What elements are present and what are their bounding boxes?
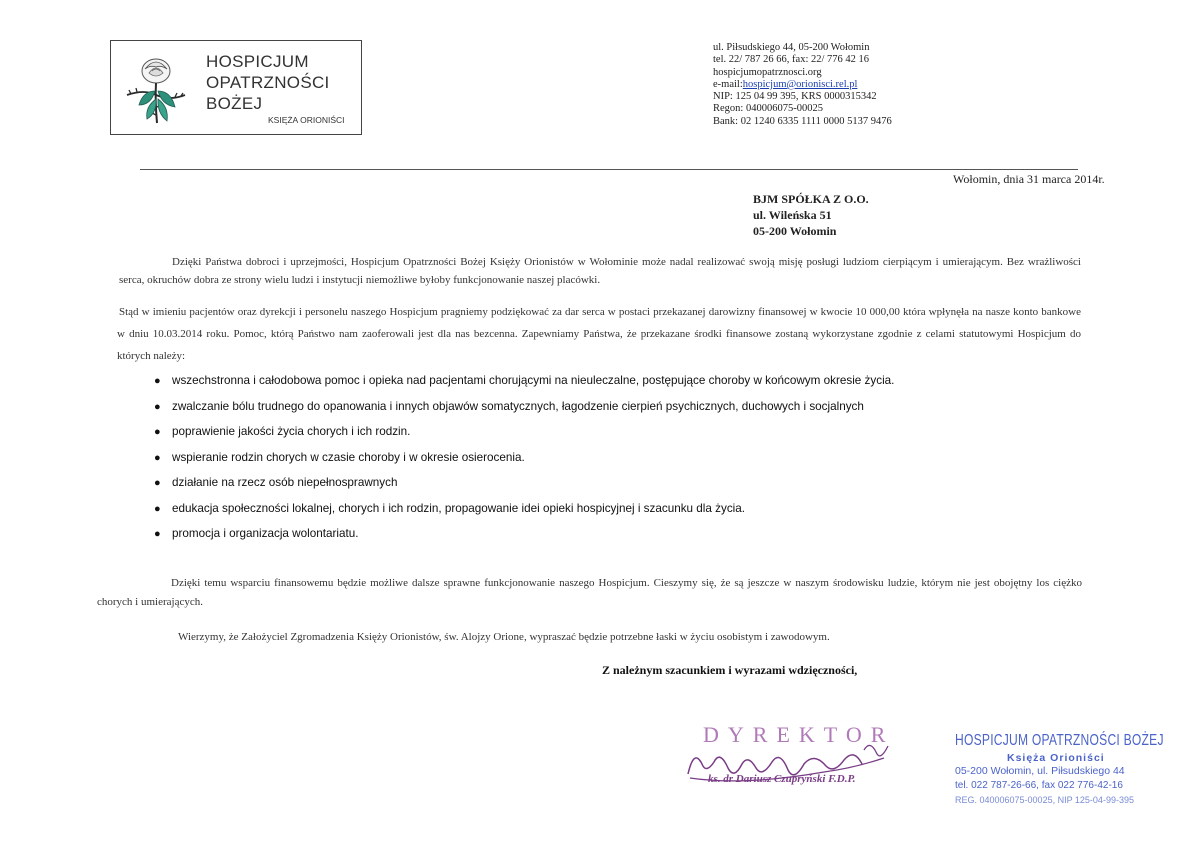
hospice-logo [110, 40, 362, 135]
logo-subtitle: KSIĘŻA ORIONIŚCI [268, 115, 345, 125]
bullet-dot-icon: ● [154, 400, 161, 413]
objective-text: działanie na rzecz osób niepełnosprawnych [172, 476, 398, 489]
recipient-city: 05-200 Wołomin [753, 224, 837, 238]
objective-text: poprawienie jakości życia chorych i ich rodzin. [172, 425, 411, 438]
contact-email-line [713, 79, 892, 91]
bullet-dot-icon: ● [154, 375, 161, 387]
logo-text-line-3: BOŻEJ [206, 94, 263, 113]
logo-text-line-1: HOSPICJUM [206, 52, 309, 71]
bullet-dot-icon: ● [154, 426, 161, 438]
recipient-address [753, 191, 869, 239]
letter-date: Wołomin, dnia 31 marca 2014r. [953, 172, 1105, 186]
list-item [128, 527, 894, 553]
bullet-dot-icon: ● [154, 502, 161, 515]
contact-block [713, 42, 892, 128]
stamp-line-1: HOSPICJUM OPATRZNOŚCI BOŻEJ [955, 732, 1164, 749]
contact-address: ul. Piłsudskiego 44, 05-200 Wołomin [713, 42, 870, 53]
email-link[interactable]: hospicjum@orionisci.rel.pl [742, 78, 858, 90]
contact-nip-krs: NIP: 125 04 99 395, KRS 0000315342 [713, 91, 877, 103]
objective-text: zwalczanie bólu trudnego do opanowania i innych objawów somatycznych, łagodzenie cierpień psychicznych, duchowych i socjalnych [172, 399, 864, 413]
list-item [128, 502, 894, 528]
institution-stamp [955, 730, 1201, 810]
objective-text: wszechstronna i całodobowa pomoc i opieka nad pacjentami chorującymi na nieuleczalne, postępujące choroby w końcowym okresie życia. [172, 374, 895, 387]
recipient-street: ul. Wileńska 51 [753, 208, 832, 222]
signature-title: DYREKTOR [703, 722, 895, 747]
body-paragraph-2: Stąd w imieniu pacjentów oraz dyrekcji i personelu naszego Hospicjum pragniemy podziękować za dar serca w postaci przekazanej darowizny finansowej w kwocie 10 000,00 która wpłynęła na nasze konto bankowe w dniu 10.03.2014 roku. Pomoc, którą Państwo nam zaoferowali jest dla nas bezcenna. Zapewniamy Państwa, że przekazane środki finansowe zostaną wykorzystane zgodnie z celami statutowymi Hospicjum do których należy: [117, 306, 1081, 362]
list-item [128, 425, 894, 451]
body-paragraph-3: Dzięki temu wsparciu finansowemu będzie możliwe dalsze sprawne funkcjonowanie naszego Hospicjum. Cieszymy się, że są jeszcze w naszym środowisku ludzie, którym nie jest obojętny los ciężko chorych i umierających. [97, 577, 1082, 608]
stamp-line-4: tel. 022 787-26-66, fax 022 776-42-16 [955, 780, 1123, 791]
email-prefix: e-mail: [713, 78, 743, 90]
stamp-line-5: REG. 040006075-00025, NIP 125-04-99-395 [955, 795, 1134, 805]
list-item [128, 400, 894, 426]
bullet-dot-icon: ● [154, 451, 161, 464]
objective-text: edukacja społeczności lokalnej, chorych i ich rodzin, propagowanie idei opieki hospicyjnej i szacunku dla życia. [172, 501, 746, 515]
contact-website: hospicjumopatrznosci.org [713, 66, 822, 78]
list-item [128, 476, 894, 502]
bullet-dot-icon: ● [154, 477, 161, 489]
objective-text: wspieranie rodzin chorych w czasie choroby i w okresie osierocenia. [172, 450, 525, 464]
stamp-line-3: 05-200 Wołomin, ul. Piłsudskiego 44 [955, 765, 1125, 777]
recipient-name: BJM SPÓŁKA Z O.O. [753, 192, 869, 206]
body-paragraph-4: Wierzymy, że Założyciel Zgromadzenia Księży Orionistów, św. Alojzy Orione, wypraszać będzie potrzebne łaski w życiu osobistym i zawodowym. [178, 631, 830, 643]
signer-name: ks. dr Dariusz Czupryński F.D.P. [708, 773, 856, 785]
objective-text: promocja i organizacja wolontariatu. [172, 527, 359, 540]
logo-text-line-2: OPATRZNOŚCI [206, 73, 330, 92]
contact-regon: Regon: 040006075-00025 [713, 103, 823, 115]
statutory-objectives-list [128, 374, 894, 553]
closing-salutation: Z należnym szacunkiem i wyrazami wdzięczności, [602, 663, 858, 677]
header-divider [140, 169, 1078, 170]
rose-logo-icon [125, 51, 187, 129]
list-item [128, 374, 894, 400]
contact-bank: Bank: 02 1240 6335 1111 0000 5137 9476 [713, 115, 892, 127]
stamp-line-2: Księża Orioniści [1007, 752, 1105, 764]
list-item [128, 451, 894, 477]
body-paragraph-1: Dzięki Państwa dobroci i uprzejmości, Hospicjum Opatrzności Bożej Księży Orionistów w Wołominie może nadal realizować swoją misję posługi ludziom cierpiącym i umierającym. Bez wrażliwości serca, okruchów dobra ze strony wielu ludzi i instytucji niemożliwe byłoby funkcjonowanie naszej placówki. [119, 256, 1081, 286]
contact-phone-fax: tel. 22/ 787 26 66, fax: 22/ 776 42 16 [713, 54, 870, 66]
bullet-dot-icon: ● [154, 528, 161, 540]
